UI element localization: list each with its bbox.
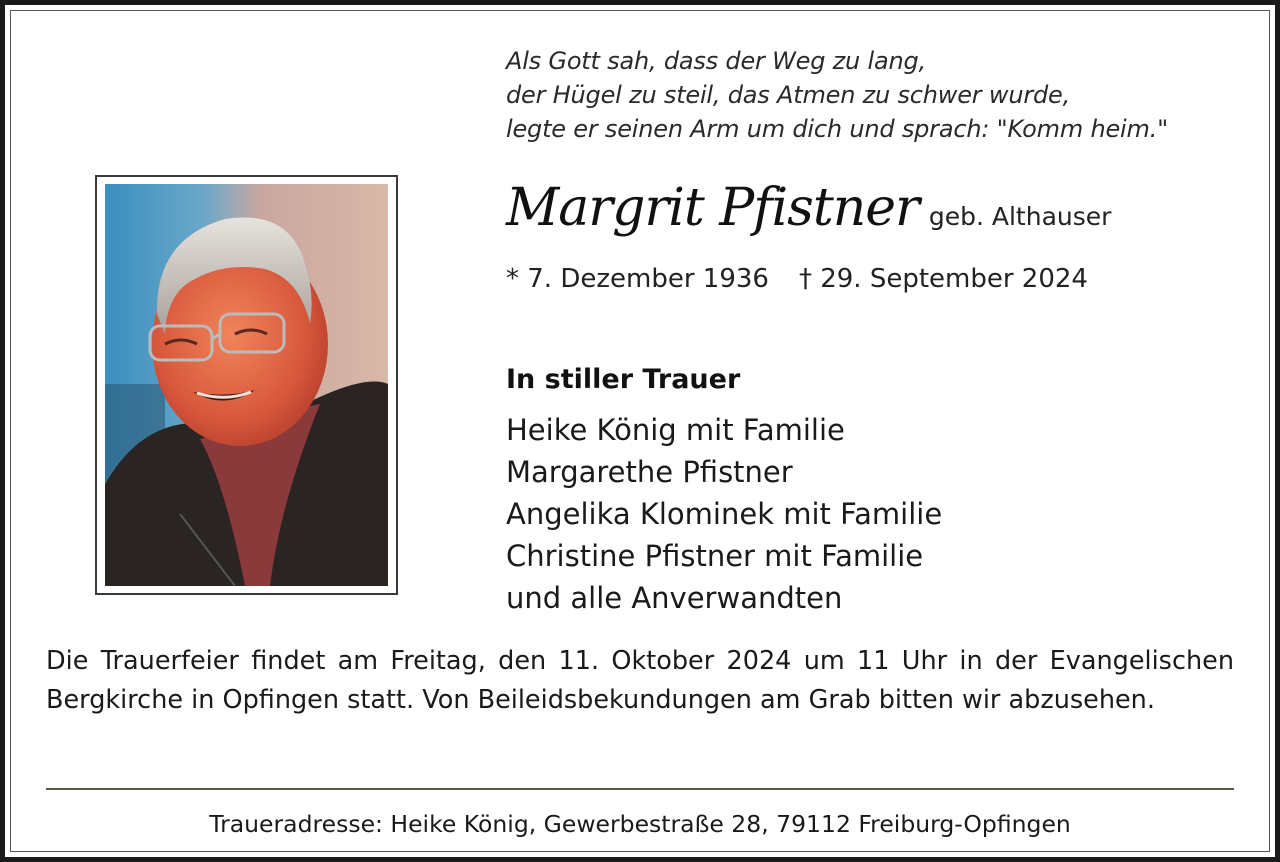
deceased-name-row (506, 178, 1246, 238)
mourner-item: und alle Anverwandten (506, 581, 843, 615)
life-dates (506, 264, 1088, 294)
mourning-title: In stiller Trauer (506, 364, 741, 395)
mourner-item: Heike König mit Familie (506, 413, 845, 447)
mourner-item: Christine Pfistner mit Familie (506, 539, 924, 573)
born-name: geb. Althauser (928, 202, 1112, 231)
poem-line: legte er seinen Arm um dich und sprach: "Komm heim." (506, 115, 1168, 143)
deceased-name: Margrit Pfistner (506, 178, 919, 238)
poem (506, 44, 1226, 146)
poem-line: Als Gott sah, dass der Weg zu lang, (506, 47, 926, 75)
mourner-item: Margarethe Pfistner (506, 455, 793, 489)
poem-line: der Hügel zu steil, das Atmen zu schwer wurde, (506, 81, 1071, 109)
mourners-list (506, 409, 942, 619)
divider (46, 788, 1234, 790)
mourner-item: Angelika Klominek mit Familie (506, 497, 943, 531)
birth-date: * 7. Dezember 1936 (506, 264, 769, 294)
portrait-frame (95, 175, 398, 595)
portrait-photo (105, 184, 388, 586)
ceremony-notice: Die Trauerfeier findet am Freitag, den 11. Oktober 2024 um 11 Uhr in der Evangelischen Bergkirche in Opfingen statt. Von Beileidsbekundungen am Grab bitten wir abzusehen. (46, 646, 1234, 715)
mourning-address: Traueradresse: Heike König, Gewerbestraße 28, 79112 Freiburg-Opfingen (209, 810, 1071, 838)
death-date: † 29. September 2024 (798, 264, 1088, 294)
